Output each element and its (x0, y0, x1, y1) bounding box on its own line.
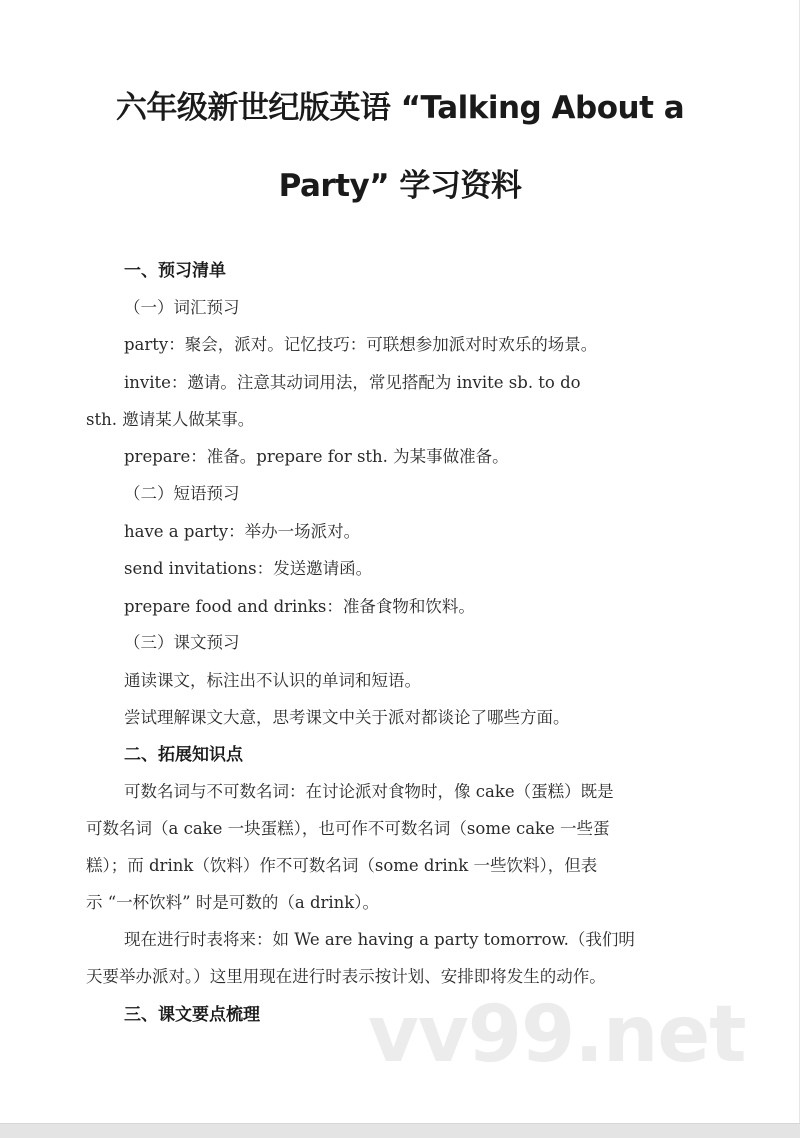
phrase-line-send-invitations: send invitations：发送邀请函。 (124, 559, 373, 578)
knowledge-line-3: 糕）；而 drink（饮料）作不可数名词（some drink 一些饮料），但表 (86, 856, 598, 875)
vocab-line-invite: invite：邀请。注意其动词用法，常见搭配为 invite sb. to do (124, 373, 581, 392)
section-heading-extended-knowledge: 二、拓展知识点 (124, 745, 243, 765)
phrase-line-have-a-party: have a party：举办一场派对。 (124, 522, 361, 541)
section-heading-text-key-points: 三、课文要点梳理 (124, 1005, 260, 1025)
watermark: vv99.net (368, 990, 746, 1080)
vocab-line-invite-cont: sth. 邀请某人做某事。 (86, 410, 255, 429)
knowledge-line-4: 示 “一杯饮料” 时是可数的（a drink）。 (86, 893, 380, 912)
text-preview-line-1: 通读课文，标注出不认识的单词和短语。 (124, 671, 421, 690)
subsection-heading-text-preview: （三）课文预习 (124, 633, 240, 652)
vocab-line-prepare: prepare：准备。prepare for sth. 为某事做准备。 (124, 447, 509, 466)
vocab-line-party: party：聚会，派对。记忆技巧：可联想参加派对时欢乐的场景。 (124, 335, 598, 354)
knowledge-line-5: 现在进行时表将来：如 We are having a party tomorrow.（我们明 (124, 930, 635, 949)
section-heading-preview-list: 一、预习清单 (124, 261, 226, 281)
text-preview-line-2: 尝试理解课文大意，思考课文中关于派对都谈论了哪些方面。 (124, 708, 570, 727)
knowledge-line-1: 可数名词与不可数名词：在讨论派对食物时，像 cake（蛋糕）既是 (124, 782, 614, 801)
document-title-line-1: 六年级新世纪版英语 “Talking About a (115, 90, 685, 126)
knowledge-line-6: 天要举办派对。）这里用现在进行时表示按计划、安排即将发生的动作。 (86, 967, 606, 986)
page-bottom-band (0, 1123, 800, 1138)
subsection-heading-vocabulary: （一）词汇预习 (124, 298, 240, 317)
subsection-heading-phrases: （二）短语预习 (124, 484, 240, 503)
document-title-line-2: Party” 学习资料 (278, 168, 522, 204)
knowledge-line-2: 可数名词（a cake 一块蛋糕），也可作不可数名词（some cake 一些蛋 (86, 819, 610, 838)
phrase-line-prepare-food: prepare food and drinks：准备食物和饮料。 (124, 597, 475, 616)
